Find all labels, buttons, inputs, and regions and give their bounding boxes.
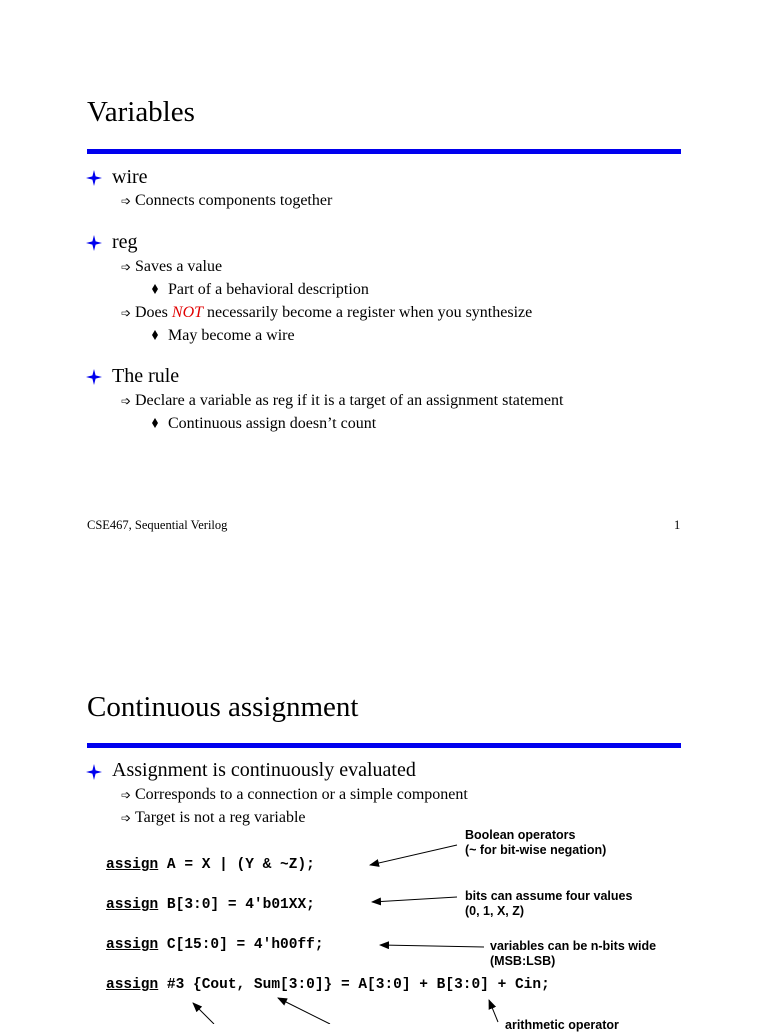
- code-keyword: assign: [106, 897, 159, 913]
- arrow-bullet-icon: ➩: [121, 811, 132, 825]
- sub-saves: ➩ Saves a value: [121, 258, 223, 275]
- footer-course: CSE467, Sequential Verilog: [87, 518, 228, 532]
- sub-target: ➩ Target is not a reg variable: [121, 809, 306, 826]
- note-arithmetic: arithmetic operator: [505, 1018, 619, 1032]
- code-keyword: assign: [106, 857, 159, 873]
- code-line: assign #3 {Cout, Sum[3:0]} = A[3:0] + B[3:0] + Cin;: [106, 977, 550, 993]
- arrow-bullet-icon: ➩: [121, 394, 132, 408]
- subsub-continuous: Continuous assign doesn’t count: [150, 415, 376, 433]
- sub-declare: ➩ Declare a variable as reg if it is a target of an assignment statement: [121, 392, 564, 409]
- subsub-part: Part of a behavioral description: [150, 281, 369, 299]
- arrow-bullet-icon: ➩: [121, 260, 132, 274]
- arrow-to-delay: [193, 1003, 214, 1024]
- slide2-title: Continuous assignment: [87, 691, 359, 723]
- arrow-bullet-icon: ➩: [121, 194, 132, 208]
- arrow-to-plus: [489, 1000, 498, 1022]
- page-number: 1: [674, 518, 681, 532]
- arrow-to-bits: [372, 897, 457, 902]
- arrow-to-boolean: [370, 845, 457, 865]
- bullet-wire: wire: [112, 166, 148, 188]
- bullet-the-rule: The rule: [112, 365, 180, 387]
- arrow-bullet-icon: ➩: [121, 306, 132, 320]
- note-four-values: bits can assume four values (0, 1, X, Z): [465, 889, 633, 918]
- arrow-to-width: [380, 945, 484, 947]
- bullet-reg: reg: [112, 231, 138, 253]
- sub-corresponds: ➩ Corresponds to a connection or a simple component: [121, 786, 468, 803]
- code-line: assign C[15:0] = 4'h00ff;: [106, 937, 324, 953]
- sub-connects: ➩ Connects components together: [121, 192, 333, 209]
- emphasis-not: NOT: [171, 304, 204, 321]
- arrow-bullet-icon: ➩: [121, 788, 132, 802]
- arrow-to-concat: [278, 998, 330, 1024]
- code-line: assign B[3:0] = 4'b01XX;: [106, 897, 315, 913]
- note-boolean-operators: Boolean operators (~ for bit-wise negation): [465, 828, 607, 857]
- slide1-title: Variables: [87, 96, 195, 128]
- code-keyword: assign: [106, 937, 159, 953]
- code-line: assign A = X | (Y & ~Z);: [106, 857, 315, 873]
- bullet-continuous: Assignment is continuously evaluated: [112, 759, 416, 781]
- note-n-bits: variables can be n-bits wide (MSB:LSB): [490, 939, 657, 968]
- code-keyword: assign: [106, 977, 159, 993]
- subsub-may: May become a wire: [150, 327, 295, 345]
- sub-does-not: ➩ Does NOT necessarily become a register when you synthesize: [121, 304, 533, 321]
